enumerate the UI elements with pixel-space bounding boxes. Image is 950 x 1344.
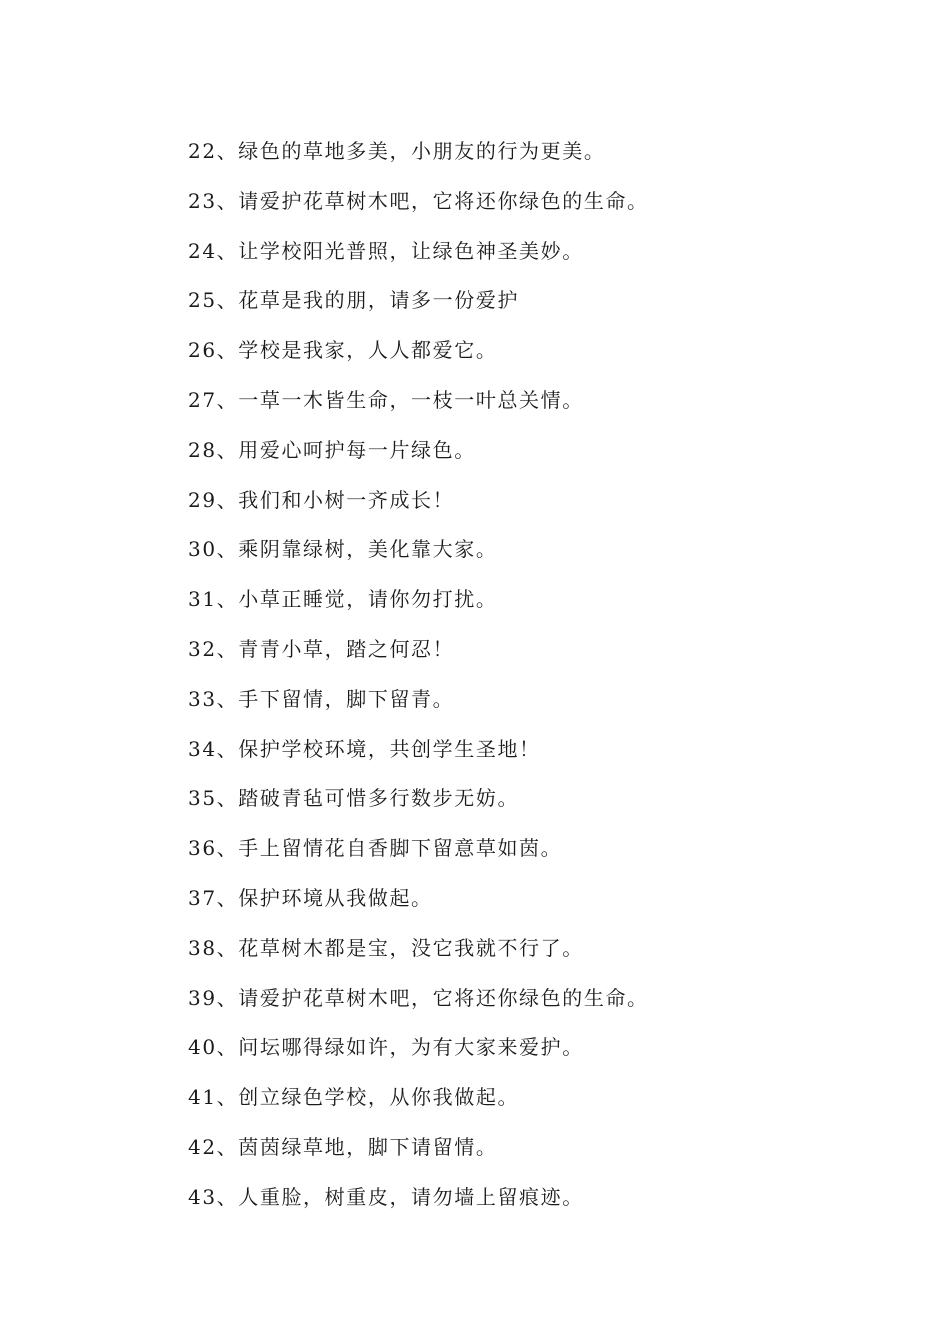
list-item: 22、绿色的草地多美，小朋友的行为更美。 bbox=[188, 139, 606, 163]
list-item: 43、人重脸，树重皮，请勿墙上留痕迹。 bbox=[188, 1184, 584, 1209]
list-item: 24、让学校阳光普照，让绿色神圣美妙。 bbox=[188, 238, 584, 263]
list-item: 30、乘阴靠绿树，美化靠大家。 bbox=[188, 537, 498, 562]
list-item: 27、一草一木皆生命，一枝一叶总关情。 bbox=[188, 387, 584, 412]
list-item: 31、小草正睡觉，请你勿打扰。 bbox=[188, 587, 498, 612]
list-item: 28、用爱心呵护每一片绿色。 bbox=[188, 437, 476, 462]
list-item: 23、请爱护花草树木吧，它将还你绿色的生命。 bbox=[188, 188, 649, 213]
slogan-list bbox=[188, 135, 649, 1231]
list-item: 25、花草是我的朋，请多一份爱护 bbox=[188, 288, 520, 313]
list-item: 35、踏破青毡可惜多行数步无妨。 bbox=[188, 786, 520, 811]
list-item: 37、保护环境从我做起。 bbox=[188, 885, 433, 910]
list-item: 33、手下留情，脚下留青。 bbox=[188, 686, 455, 711]
list-item: 38、花草树木都是宝，没它我就不行了。 bbox=[188, 935, 584, 960]
list-item: 29、我们和小树一齐成长！ bbox=[188, 487, 455, 512]
list-item: 26、学校是我家，人人都爱它。 bbox=[188, 338, 498, 363]
list-item: 39、请爱护花草树木吧，它将还你绿色的生命。 bbox=[188, 985, 649, 1010]
list-item: 34、保护学校环境，共创学生圣地！ bbox=[188, 736, 541, 761]
list-item: 40、问坛哪得绿如许，为有大家来爱护。 bbox=[188, 1035, 584, 1060]
list-item: 36、手上留情花自香脚下留意草如茵。 bbox=[188, 836, 563, 861]
list-item: 41、创立绿色学校，从你我做起。 bbox=[188, 1085, 520, 1110]
list-item: 42、茵茵绿草地，脚下请留情。 bbox=[188, 1134, 498, 1159]
list-item: 32、青青小草，踏之何忍！ bbox=[188, 636, 455, 661]
